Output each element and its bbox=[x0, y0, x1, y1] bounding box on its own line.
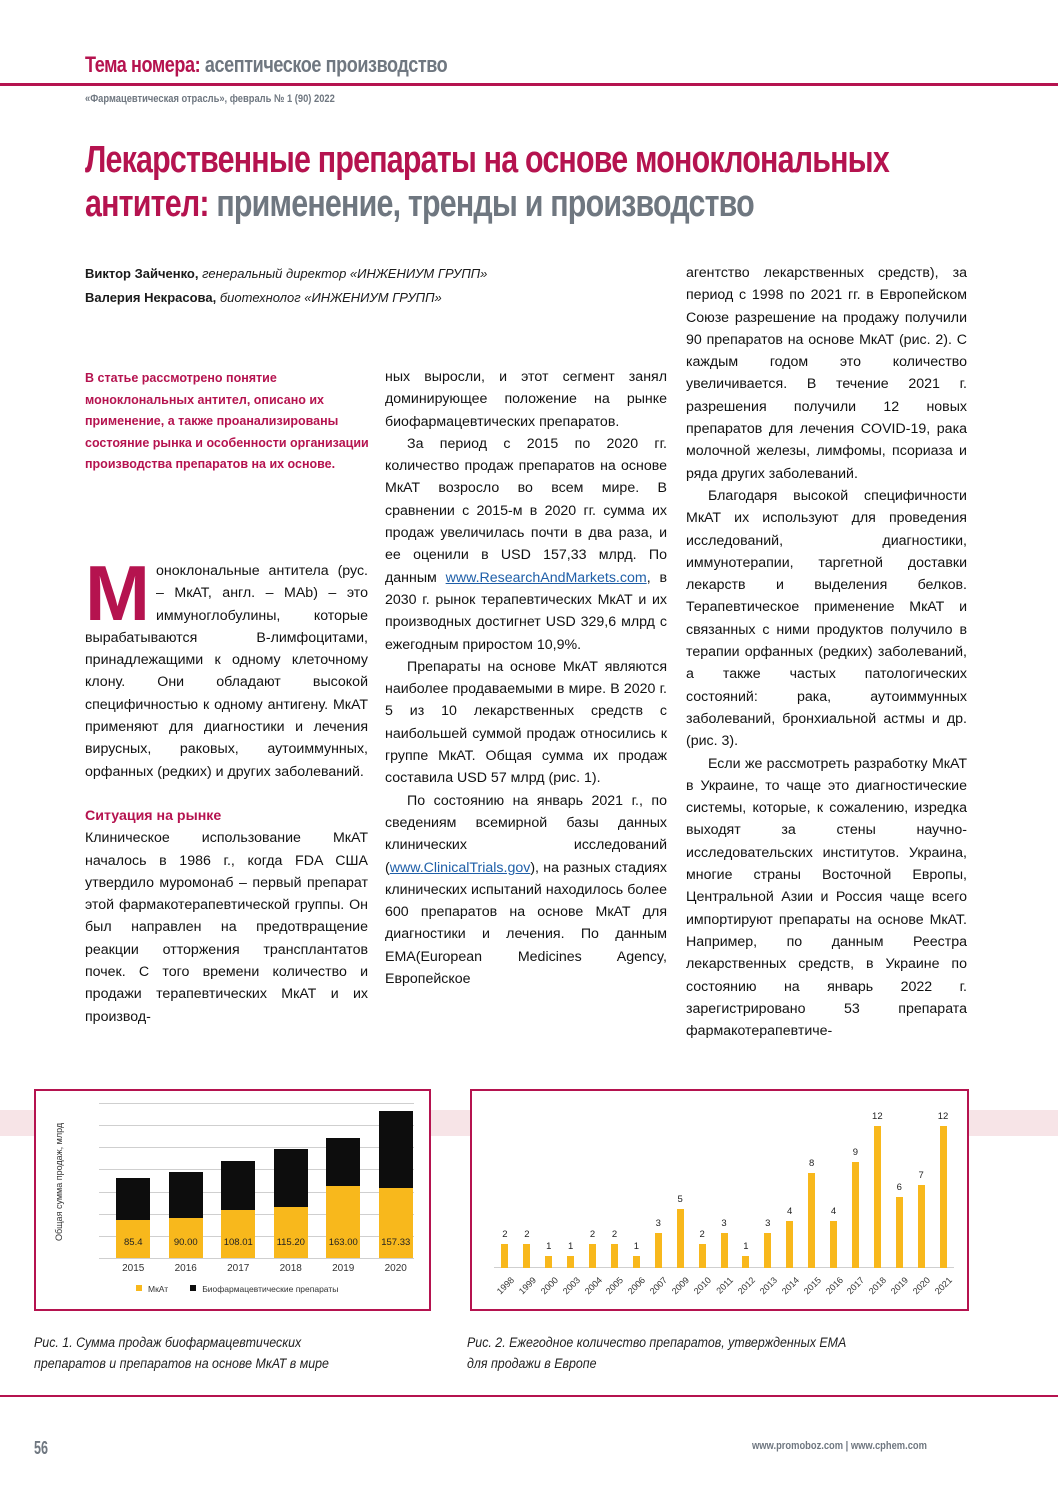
bar-segment-biopharma bbox=[379, 1111, 413, 1189]
bar bbox=[589, 1244, 596, 1268]
bar bbox=[742, 1256, 749, 1268]
bar bbox=[940, 1126, 947, 1268]
bar-value-label: 6 bbox=[896, 1182, 902, 1193]
paragraph: ных выросли, и этот сегмент занял доминирующее положение на рынке биофармацевтических препаратов. bbox=[385, 369, 667, 430]
stacked-bar bbox=[274, 1149, 308, 1258]
x-tick-label: 2004 bbox=[582, 1275, 604, 1297]
bar-value-label: 3 bbox=[721, 1217, 727, 1229]
figure-2-caption bbox=[467, 1332, 846, 1374]
bar bbox=[764, 1233, 771, 1269]
author-name: Валерия Некрасова, bbox=[85, 290, 217, 305]
paragraph: Препараты на основе МкАТ являются наиболее продаваемыми в мире. В 2020 г. 5 из 10 лекарственных средств с наибольшей суммой продаж относились к группе МкАТ. Общая сумма их продаж составила USD 57 млрд (рис. 1). bbox=[385, 658, 667, 787]
authors bbox=[85, 262, 487, 310]
gridline bbox=[99, 1169, 414, 1170]
x-tick-label: 1999 bbox=[516, 1275, 538, 1297]
author-role: биотехнолог «ИНЖЕНИУМ ГРУПП» bbox=[219, 290, 442, 305]
x-tick-label: 2018 bbox=[279, 1263, 302, 1274]
decorative-band bbox=[0, 1110, 34, 1136]
paragraph-text: оноклональные антитела (рус. – МкАТ, англ. – MAb) – это иммуноглобулины, которые вырабатываются В-лимфоцитами, принадлежащими к одному клеточному клону. Они обладают высокой специфичностью к одному антигену. МкАТ применяют для диагностики и лечения вирусных, раковых, аутоиммунных, орфанных (редких) и других заболеваний. bbox=[85, 563, 368, 780]
legend-label: Биофармацевтические препараты bbox=[202, 1284, 339, 1294]
bar bbox=[918, 1185, 925, 1268]
x-tick-label: 2014 bbox=[779, 1275, 801, 1297]
bar-value-label: 2 bbox=[699, 1229, 705, 1241]
gridline bbox=[99, 1147, 414, 1148]
legend-swatch bbox=[136, 1285, 142, 1291]
bar-value-label: 108.01 bbox=[223, 1237, 253, 1248]
journal-issue: «Фармацевтическая отрасль», февраль № 1 (90) 2022 bbox=[85, 93, 335, 105]
paragraph: агентство лекарственных средств), за период с 1998 по 2021 гг. в Европейском Союзе разрешение на продажу получили 90 препаратов на основе МкАТ (рис. 2). С каждым годом это количество увеличивается. В течение 2021 г. разрешения получили 12 новых препаратов для лечения COVID-19, рака молочной железы, лимфомы, псориаза и ряда других заболеваний. bbox=[686, 265, 967, 482]
author-2 bbox=[85, 286, 487, 310]
bar-segment-mkat bbox=[274, 1207, 308, 1258]
bar bbox=[567, 1256, 574, 1268]
bar bbox=[633, 1256, 640, 1268]
x-tick-label: 2021 bbox=[932, 1275, 955, 1297]
x-tick-label: 2003 bbox=[560, 1275, 582, 1297]
bar-segment-biopharma bbox=[221, 1161, 255, 1210]
bar bbox=[852, 1162, 859, 1269]
stacked-bar bbox=[379, 1111, 413, 1258]
stacked-bar bbox=[169, 1172, 203, 1258]
legend-label: МкАт bbox=[148, 1284, 169, 1294]
bar-value-label: 2 bbox=[611, 1229, 618, 1241]
author-name: Виктор Зайченко, bbox=[85, 266, 199, 281]
bar-value-label: 163.00 bbox=[328, 1237, 358, 1248]
x-tick-label: 2007 bbox=[648, 1275, 670, 1297]
x-tick-label: 2015 bbox=[122, 1263, 145, 1274]
bar-value-label: 3 bbox=[765, 1217, 771, 1229]
bar bbox=[677, 1209, 684, 1268]
bar-value-label: 157.33 bbox=[381, 1237, 411, 1248]
stacked-bar bbox=[221, 1161, 255, 1258]
topic-label: Тема номера: bbox=[85, 52, 201, 77]
x-tick-label: 2015 bbox=[801, 1275, 823, 1297]
bar-segment-biopharma bbox=[169, 1172, 203, 1219]
dropcap: М bbox=[85, 549, 150, 637]
author-role: генеральный директор «ИНЖЕНИУМ ГРУПП» bbox=[202, 266, 488, 281]
legend-item-mkat bbox=[136, 1284, 168, 1294]
plot-area bbox=[494, 1105, 955, 1297]
x-tick-label: 2020 bbox=[910, 1275, 933, 1297]
bar-value-label: 12 bbox=[872, 1111, 883, 1122]
title-line-2 bbox=[85, 182, 889, 226]
x-tick-label: 2012 bbox=[735, 1275, 757, 1297]
body-column-2 bbox=[385, 366, 667, 990]
header-divider bbox=[0, 83, 1058, 86]
x-tick-label: 2016 bbox=[823, 1275, 845, 1297]
bar-segment-mkat bbox=[221, 1210, 255, 1258]
body-column-1 bbox=[85, 549, 368, 1028]
bar bbox=[523, 1244, 530, 1268]
x-tick-label: 2009 bbox=[670, 1275, 692, 1297]
bar-value-label: 1 bbox=[743, 1241, 749, 1253]
bar-value-label: 2 bbox=[589, 1229, 596, 1241]
bar-value-label: 1 bbox=[633, 1241, 640, 1253]
bar-segment-mkat bbox=[116, 1220, 150, 1258]
bar-value-label: 1 bbox=[568, 1241, 574, 1253]
x-tick-label: 1998 bbox=[494, 1275, 517, 1297]
paragraph bbox=[385, 790, 667, 991]
bar-segment-biopharma bbox=[274, 1149, 308, 1207]
bar-value-label: 4 bbox=[830, 1205, 837, 1217]
x-tick-label: 2010 bbox=[691, 1275, 714, 1297]
footer-divider bbox=[0, 1395, 1058, 1397]
clinicaltrials-link[interactable]: www.ClinicalTrials.gov bbox=[389, 859, 531, 876]
bar bbox=[721, 1233, 728, 1269]
bar-value-label: 115.20 bbox=[276, 1237, 305, 1248]
decorative-band bbox=[431, 1110, 470, 1136]
paragraph-text: За период с 2015 по 2020 гг. количество продаж препаратов на основе МкАТ возросло во всем мире. В сравнении с 2015-м в 2020 гг. сумма их продаж увеличилась почти в два раза, и ее оценили в USD 157,33 млрд. По данным bbox=[385, 435, 667, 586]
paragraph: Благодаря высокой специфичности МкАТ их используют для проведения исследований, диагностики, иммунотерапии, таргетной доставки лекарств и выделения белков. Терапевтическое применение МкАТ и связанных с ними продуктов получило в терапии орфанных (редких) заболеваний, а также частых патологических состояний: рака, аутоиммунных заболеваний, бронхиальной астмы и др. (рис. 3). bbox=[686, 487, 967, 750]
caption-line: препаратов и препаратов на основе МкАТ в мире bbox=[34, 1356, 329, 1371]
x-tick-label: 2019 bbox=[332, 1263, 355, 1274]
bar-value-label: 4 bbox=[787, 1205, 793, 1217]
bar-value-label: 2 bbox=[524, 1229, 530, 1241]
bar-segment-mkat bbox=[326, 1186, 360, 1258]
x-tick-label: 2006 bbox=[626, 1275, 648, 1297]
figure-1-caption bbox=[34, 1332, 329, 1374]
x-tick-label: 2005 bbox=[604, 1275, 626, 1297]
x-tick-label: 2000 bbox=[538, 1275, 560, 1297]
lead-paragraph: В статье рассмотрено понятие моноклональных антител, описано их применение, а также проанализированы состояние рынка и особенности организации производства препаратов на их основе. bbox=[85, 371, 369, 471]
intro-paragraph bbox=[85, 549, 368, 783]
bar-segment-mkat bbox=[379, 1188, 413, 1258]
topic-value: асептическое производство bbox=[204, 52, 448, 77]
figure-2-chart bbox=[470, 1089, 969, 1311]
legend-swatch bbox=[190, 1285, 196, 1291]
body-column-3 bbox=[686, 262, 967, 1042]
article-title bbox=[85, 138, 889, 226]
bar bbox=[611, 1244, 618, 1268]
x-tick-label: 2013 bbox=[757, 1275, 779, 1297]
gridline bbox=[99, 1258, 414, 1259]
x-tick-label: 2011 bbox=[714, 1275, 736, 1296]
x-tick-label: 2020 bbox=[384, 1263, 407, 1274]
caption-line: Рис. 1. Сумма продаж биофармацевтических bbox=[34, 1335, 302, 1350]
bar-value-label: 12 bbox=[937, 1111, 949, 1122]
x-tick-label: 2018 bbox=[867, 1275, 889, 1297]
bar bbox=[655, 1233, 662, 1269]
x-tick-label: 2017 bbox=[227, 1263, 250, 1274]
bar bbox=[786, 1221, 793, 1268]
section-topic bbox=[85, 52, 447, 78]
paragraph-text: По состоянию на январь 2021 г., по сведениям всемирной базы данных клинических исследований ( bbox=[385, 792, 667, 876]
title-line-2-red: антител: bbox=[85, 183, 209, 225]
bar-value-label: 90.00 bbox=[173, 1237, 198, 1248]
bar-value-label: 85.4 bbox=[124, 1237, 143, 1248]
paragraph bbox=[385, 433, 667, 656]
title-line-2-grey: применение, тренды и производство bbox=[216, 183, 754, 225]
paragraph: Если же рассмотреть разработку МкАТ в Украине, то чаще это диагностические системы, которые, к сожалению, изредка выходят за стены научно-исследовательских институтов. Украина, многие страны Восточной Европы, Центральной Азии и Россия чаще всего импортируют препараты на основе МкАТ. Например, по данным Реестра лекарственных средств, в Украине по состоянию на январь 2022 г. зарегистрировано 53 препарата фармакотерапевтиче- bbox=[686, 755, 967, 1040]
paragraph: Клиническое использование МкАТ началось в 1986 г., когда FDA США утвердило муромонаб – первый препарат этой фармакотерапевтической группы. Он был направлен на предотвращение реакции отторжения трансплантатов почек. С того времени количество и продажи терапевтических МкАТ и их производ- bbox=[85, 830, 368, 1025]
bar-value-label: 8 bbox=[808, 1158, 815, 1170]
title-line-1: Лекарственные препараты на основе моноклональных bbox=[85, 139, 889, 181]
bar-value-label: 5 bbox=[677, 1193, 683, 1205]
bar-value-label: 7 bbox=[918, 1170, 924, 1182]
bar-value-label: 2 bbox=[502, 1229, 508, 1241]
gridline bbox=[99, 1103, 414, 1104]
bar-segment-biopharma bbox=[116, 1178, 150, 1220]
bar bbox=[808, 1173, 815, 1268]
x-tick-label: 2017 bbox=[845, 1275, 867, 1297]
subheading-market: Ситуация на рынке bbox=[85, 807, 222, 824]
stacked-bar bbox=[116, 1178, 150, 1258]
bar-segment-mkat bbox=[169, 1218, 203, 1258]
x-tick-label: 2016 bbox=[174, 1263, 197, 1274]
caption-line: для продажи в Европе bbox=[467, 1356, 597, 1371]
bar-value-label: 1 bbox=[546, 1241, 552, 1253]
bar-value-label: 3 bbox=[655, 1217, 661, 1229]
paragraph-text: , в 2030 г. рынок терапевтических МкАТ и их производных достигнет USD 329,6 млрд с ежегодным приростом 10,9%. bbox=[385, 569, 667, 653]
page-number: 56 bbox=[34, 1438, 49, 1458]
paragraph-text: ), на разных стадиях клинических испытаний находилось более 600 препаратов на основе МкАТ для диагностики и лечения. По данным EMA(European Medicines Agency, Европейское bbox=[385, 859, 667, 988]
bar bbox=[896, 1197, 903, 1268]
figure-1-chart bbox=[34, 1089, 431, 1311]
legend-item-biopharma bbox=[190, 1284, 338, 1294]
bar-segment-biopharma bbox=[326, 1138, 360, 1185]
author-1 bbox=[85, 262, 487, 286]
chart-legend bbox=[136, 1284, 338, 1294]
bar bbox=[501, 1244, 508, 1268]
stacked-bar bbox=[326, 1138, 360, 1258]
decorative-band bbox=[969, 1110, 1058, 1136]
plot-area bbox=[99, 1103, 414, 1258]
bar bbox=[545, 1256, 552, 1268]
bar bbox=[874, 1126, 881, 1268]
y-axis-label: Общая сумма продаж, млрд bbox=[54, 1122, 64, 1241]
footer-urls[interactable]: www.promoboz.com | www.cphem.com bbox=[752, 1440, 927, 1452]
researchandmarkets-link[interactable]: www.ResearchAndMarkets.com bbox=[445, 569, 647, 586]
gridline bbox=[99, 1125, 414, 1126]
bar-value-label: 9 bbox=[852, 1146, 859, 1158]
bar bbox=[830, 1221, 837, 1268]
caption-line: Рис. 2. Ежегодное количество препаратов, утвержденных ЕМА bbox=[467, 1335, 847, 1350]
bar bbox=[699, 1244, 706, 1268]
x-tick-label: 2019 bbox=[889, 1275, 911, 1297]
